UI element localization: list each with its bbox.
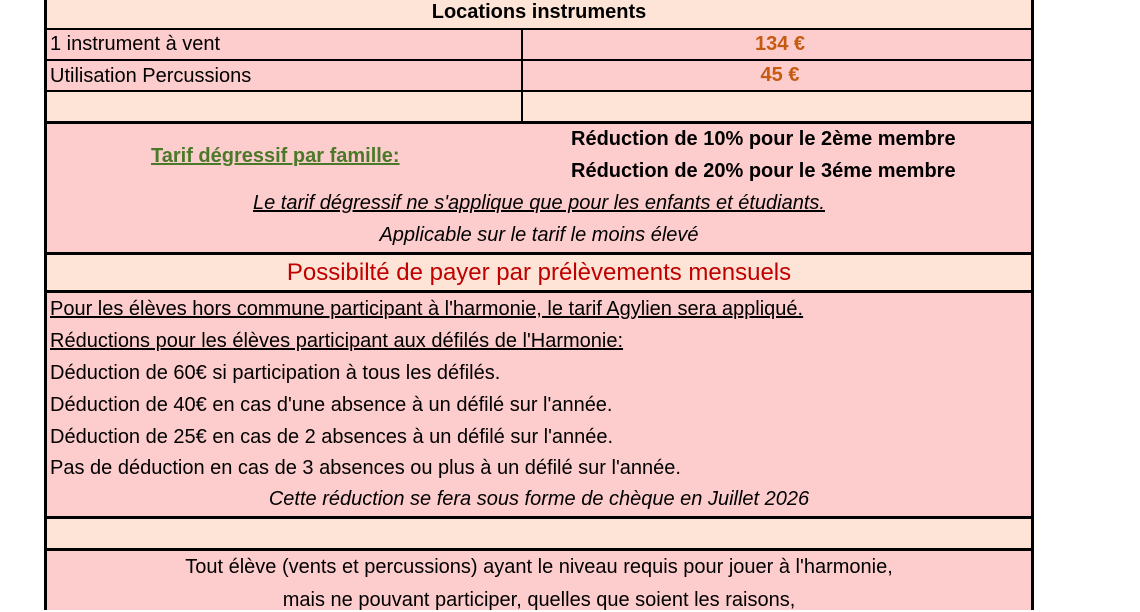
deduction-line: Déduction de 25€ en cas de 2 absences à un défilé sur l'année. — [50, 426, 614, 448]
section-title: Locations instruments — [431, 1, 647, 23]
monthly-payment-text: Possibilté de payer par prélèvements mensuels — [286, 259, 792, 286]
empty-row — [47, 519, 1031, 548]
family-note-lowest: Applicable sur le tarif le moins élevé — [379, 224, 699, 246]
monthly-payment-row — [47, 255, 1031, 290]
family-note: Le tarif dégressif ne s'applique que pour les enfants et étudiants. — [253, 192, 825, 214]
bottom-line: mais ne pouvant participer, quelles que soient les raisons, — [282, 589, 796, 611]
rental-price: 45 € — [760, 64, 800, 86]
family-heading: Tarif dégressif par famille: — [151, 145, 400, 167]
bottom-line: Tout élève (vents et percussions) ayant le niveau requis pour jouer à l'harmonie, — [185, 556, 893, 578]
empty-row — [47, 92, 1031, 121]
rental-label: Utilisation Percussions — [50, 65, 252, 87]
rental-row — [47, 61, 1031, 90]
cheque-note: Cette réduction se fera sous forme de chèque en Juillet 2026 — [268, 488, 810, 510]
deduction-line: Pas de déduction en cas de 3 absences ou plus à un défilé sur l'année. — [50, 457, 681, 479]
rental-row — [47, 30, 1031, 59]
deduction-line: Déduction de 40€ en cas d'une absence à un défilé sur l'année. — [50, 394, 613, 416]
harmonie-block — [47, 293, 1031, 516]
harmonie-out-of-town: Pour les élèves hors commune participant à l'harmonie, le tarif Agylien sera appliqué. — [50, 298, 804, 320]
column-divider — [521, 29, 523, 121]
rental-label: 1 instrument à vent — [50, 33, 221, 55]
harmonie-reductions-heading: Réductions pour les élèves participant aux défilés de l'Harmonie: — [50, 330, 624, 352]
deduction-line: Déduction de 60€ si participation à tous les défilés. — [50, 362, 501, 384]
title-row — [47, 0, 1031, 28]
family-discount-block — [47, 124, 1031, 252]
bottom-block — [47, 551, 1031, 610]
reduction-second-member: Réduction de 10% pour le 2ème membre — [571, 128, 956, 150]
fee-sheet — [44, 0, 1034, 610]
reduction-third-member: Réduction de 20% pour le 3éme membre — [571, 160, 956, 182]
rental-price: 134 € — [754, 33, 806, 55]
